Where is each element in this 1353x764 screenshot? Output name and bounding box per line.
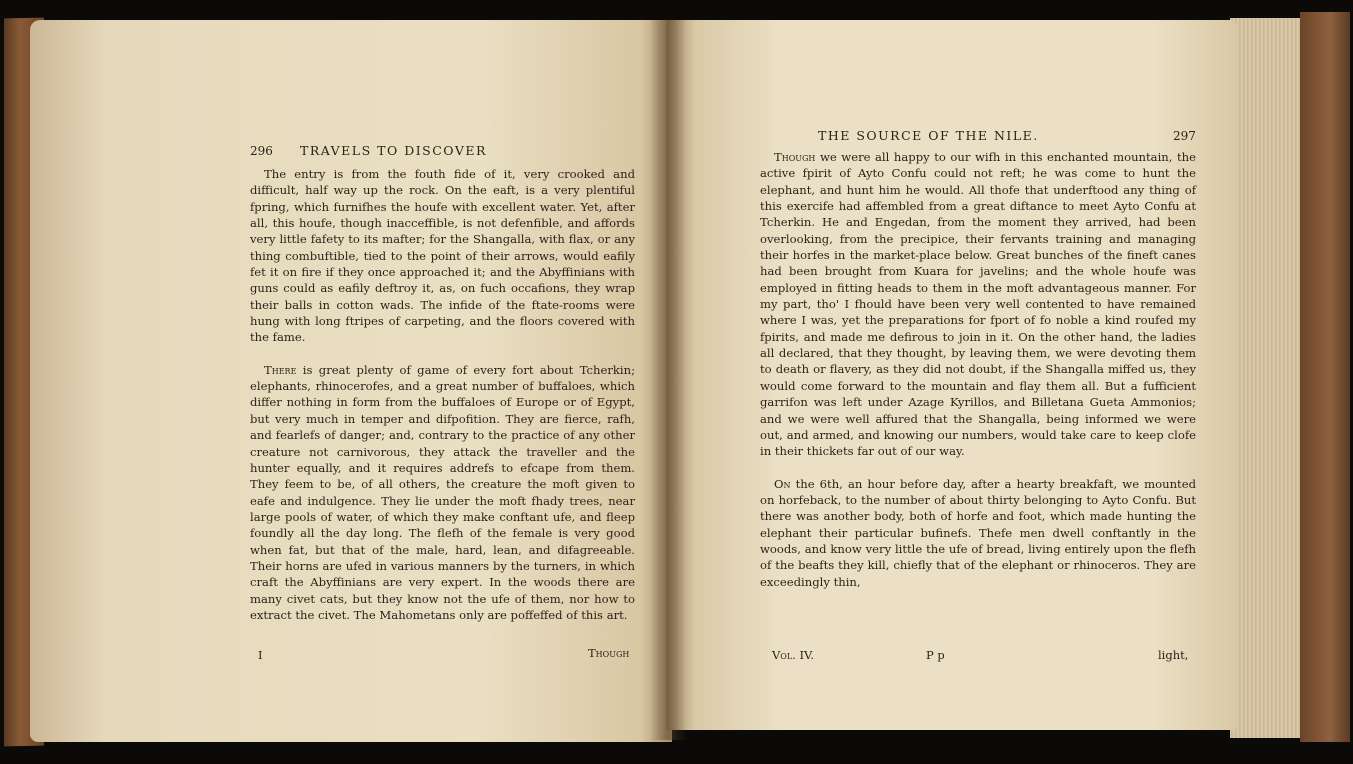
right-paragraph-2-text: the 6th, an hour before day, after a hearty breakfaft, we mounted on horfeback, to the number of about thirty belonging to Ayto Confu. But there was another body, both of horfe and foot, which made hunting the elephant their particular bufinefs. Thefe men dwell conftantly in the woods, and know very little the ufe of bread, living entirely upon the flefh of the beafts they kill, chiefly that of the elephant or rhinoceros. They are exceedingly thin, bbox=[760, 476, 1196, 589]
right-page-number: 297 bbox=[1173, 129, 1196, 143]
left-running-head: TRAVELS TO DISCOVER bbox=[300, 143, 487, 158]
left-paragraph-2 bbox=[250, 362, 635, 624]
right-paragraph-1-lead: Though bbox=[774, 150, 816, 164]
right-page-body bbox=[760, 149, 1196, 590]
left-paragraph-1: The entry is from the fouth fide of it, very crooked and difficult, half way up the rock. On the eaft, is a very plentiful fpring, which furnifhes the houfe with excellent water. Yet, after all, this houfe, though inacceffible, is not defenfible, and affords very little fafety to its mafter; for the Shangalla, with flax, or any thing combuftible, tied to the point of their arrows, would eafily fet it on fire if they once approached it; and the Abyffinians with guns could as eafily deftroy it, as, on fuch occafions, they wrap their balls in cotton wads. The infide of the ftate-rooms were hung with long ftripes of carpeting, and the floors covered with the fame. bbox=[250, 167, 635, 345]
right-paragraph-1-text: we were all happy to our wifh in this enchanted mountain, the active fpirit of Ayto Confu could not reft; he was come to hunt the elephant, and hunt him he would. All thofe that underftood any thing of this exercife had affembled from a great diftance to meet Ayto Confu at Tcherkin. He and Engedan, from the moment they arrived, had been overlooking, from the precipice, their fervants training and managing their horfes in the market-place below. Great bunches of the fineft canes had been brought from Kuara for javelins; and the whole houfe was employed in fitting heads to them in the moft advantageous manner. For my part, tho' I fhould have been very well contented to have remained where I was, yet the preparations for fport of fo noble a kind roufed my fpirits, and made me defirous to join in it. On the other hand, the ladies all declared, that they thought, by leaving them, we were devoting them to death or flavery, as they did not doubt, if the Shangalla miffed us, they would come forward to the mountain and flay them all. But a fufficient garrifon was left under Azage Kyrillos, and Billetana Gueta Ammonios; and we were well affured that the Shangalla, being informed we were out, and armed, and knowing our numbers, would take care to keep clofe in their thickets far out of our way. bbox=[760, 150, 1196, 459]
right-signature-mark: P p bbox=[926, 648, 945, 662]
right-running-head: THE SOURCE OF THE NILE. bbox=[818, 128, 1039, 143]
right-catchword: light, bbox=[1158, 648, 1189, 662]
right-paragraph-2-lead: On bbox=[774, 476, 791, 491]
left-paragraph-2-text: is great plenty of game of every fort about Tcherkin; elephants, rhinocerofes, and a great number of buffaloes, which differ nothing in form from the buffaloes of Europe or of Egypt, but very much in temper and difpofition. They are fierce, rafh, and fearlefs of danger; and, contrary to the practice of any other creature not carnivorous, they attack the traveller and the hunter equally, and it requires addrefs to efcape from them. They feem to be, of all others, the creature the moft given to eafe and indulgence. They lie under the moft fhady trees, near large pools of water, of which they make conftant ufe, and fleep foundly all the day long. The flefh of the female is very good when fat, but that of the male, hard, lean, and difagreeable. Their horns are ufed in various manners by the turners, in which craft the Abyffinians are very expert. In the woods there are many civet cats, but they know not the ufe of them, nor how to extract the civet. The Mahometans only are poffeffed of this art. bbox=[250, 362, 635, 622]
volume-number: Vol. IV. bbox=[772, 648, 814, 662]
left-catchword: Though bbox=[588, 646, 630, 660]
left-paragraph-2-lead: There bbox=[264, 362, 297, 377]
book-cover-right bbox=[1300, 12, 1350, 742]
left-page-body bbox=[250, 166, 635, 623]
book-gutter bbox=[650, 20, 686, 740]
left-page-number: 296 bbox=[250, 144, 273, 158]
right-paragraph-2 bbox=[760, 476, 1196, 590]
left-signature-mark: I bbox=[258, 648, 263, 662]
right-paragraph-1 bbox=[760, 149, 1196, 460]
